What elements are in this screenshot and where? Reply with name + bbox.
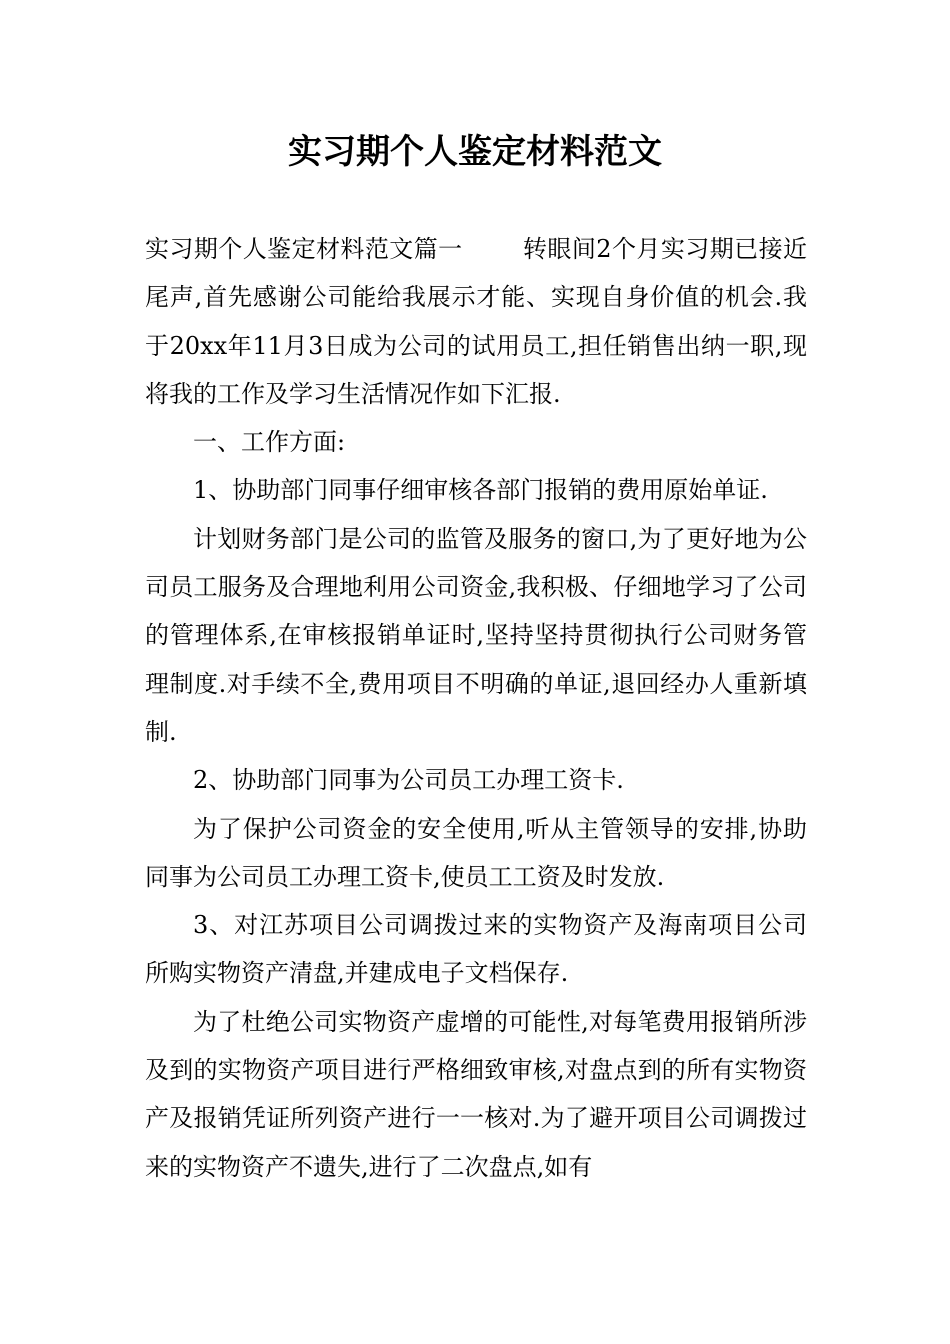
document-body xyxy=(145,225,807,1191)
paragraph-text: 计划财务部门是公司的监管及服务的窗口,为了更好地为公司员工服务及合理地利用公司资金,我积极、仔细地学习了公司的管理体系,在审核报销单证时,坚持坚持贯彻执行公司财务管理制度.对手续不全,费用项目不明确的单证,退回经办人重新填制. xyxy=(145,524,807,746)
document-title: 实习期个人鉴定材料范文 xyxy=(288,132,662,172)
paragraph-text: 为了保护公司资金的安全使用,听从主管领导的安排,协助同事为公司员工办理工资卡,使员工工资及时发放. xyxy=(145,814,807,891)
section-heading-work: 一、工作方面: xyxy=(193,428,346,457)
list-item-1: 1、协助部门同事仔细审核各部门报销的费用原始单证. xyxy=(193,476,768,505)
paragraph-intro xyxy=(145,225,807,418)
list-item-3: 3、对江苏项目公司调拨过来的实物资产及海南项目公司所购实物资产清盘,并建成电子文档保存. xyxy=(145,911,807,988)
list-item-2: 2、协助部门同事为公司员工办理工资卡. xyxy=(193,766,624,795)
paragraph-text: 为了杜绝公司实物资产虚增的可能性,对每笔费用报销所涉及到的实物资产项目进行严格细致审核,对盘点到的所有实物资产及报销凭证所列资产进行一一核对.为了避开项目公司调拨过来的实物资产不遗失,进行了二次盘点,如有 xyxy=(145,1007,807,1181)
paragraph-text: 转眼间2个月实习期已接近尾声,首先感谢公司能给我展示才能、实现自身价值的机会.我于20xx年11月3日成为公司的试用员工,担任销售出纳一职,现将我的工作及学习生活情况作如下汇报. xyxy=(145,235,807,408)
paragraph-heading: 实习期个人鉴定材料范文篇一 xyxy=(145,235,463,263)
